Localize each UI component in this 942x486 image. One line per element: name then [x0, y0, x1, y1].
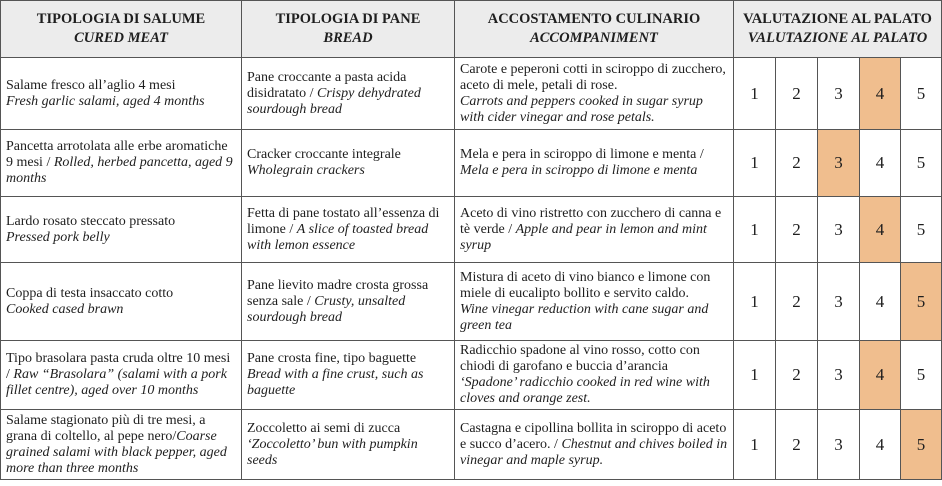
cured-meat-cell-it: Pancetta arrotolata alle erbe aromatiche 9 mesi /: [6, 139, 228, 170]
accompaniment-cell: [455, 410, 734, 480]
bread-cell-it: Cracker croccante integrale: [247, 147, 401, 162]
rating-score-3: 3: [818, 263, 860, 341]
rating-score-1: 1: [734, 197, 776, 263]
bread-cell-en: ‘Zoccoletto’ bun with pumpkin seeds: [247, 436, 418, 468]
cured-meat-cell-en: Raw “Brasolara” (salami with a pork fillet centre), aged over 10 months: [6, 367, 227, 398]
cured-meat-cell-en: Rolled, herbed pancetta, aged 9 months: [6, 155, 233, 186]
rating-score-1: 1: [734, 341, 776, 410]
table-row: [1, 130, 942, 197]
accompaniment-cell-it: Carote e peperoni cotti in sciroppo di zucchero, aceto di mele, petali di rose.: [460, 61, 726, 93]
rating-score-1: 1: [734, 263, 776, 341]
bread-cell: [242, 130, 455, 197]
rating-score-3: 3: [818, 130, 860, 197]
rating-score-3: 3: [818, 197, 860, 263]
accompaniment-cell: [455, 58, 734, 130]
accompaniment-cell-it: Aceto di vino ristretto con zucchero di canna e tè verde /: [460, 205, 722, 237]
accompaniment-cell-it: Castagna e cipollina bollita in sciroppo di aceto e succo d’acero. /: [460, 420, 727, 452]
bread-cell: [242, 263, 455, 341]
header-row: [1, 1, 942, 58]
cured-meat-cell: [1, 263, 242, 341]
accompaniment-cell-en: Mela e pera in sciroppo di limone e menta: [460, 163, 698, 178]
rating-score-2: 2: [776, 58, 818, 130]
bread-cell: [242, 341, 455, 410]
rating-score-4: 4: [860, 341, 901, 410]
bread-cell-en: Wholegrain crackers: [247, 163, 365, 178]
header-cured-meat: TIPOLOGIA DI SALUME CURED MEAT: [1, 1, 242, 58]
bread-cell: [242, 410, 455, 480]
rating-score-4: 4: [860, 58, 901, 130]
rating-score-1: 1: [734, 410, 776, 480]
accompaniment-cell-it: Mela e pera in sciroppo di limone e menta /: [460, 147, 704, 162]
rating-score-5: 5: [901, 263, 942, 341]
accompaniment-cell-it: Mistura di aceto di vino bianco e limone con miele di eucalipto bollito e servito caldo.: [460, 269, 711, 301]
table-row: [1, 263, 942, 341]
rating-score-3: 3: [818, 410, 860, 480]
table-row: [1, 58, 942, 130]
table-row: [1, 410, 942, 480]
rating-score-3: 3: [818, 58, 860, 130]
cured-meat-cell: [1, 58, 242, 130]
rating-score-3: 3: [818, 341, 860, 410]
rating-score-1: 1: [734, 58, 776, 130]
rating-score-5: 5: [901, 197, 942, 263]
header-bread: TIPOLOGIA DI PANE BREAD: [242, 1, 455, 58]
accompaniment-cell: [455, 130, 734, 197]
cured-meat-cell-en: Pressed pork belly: [6, 229, 110, 245]
accompaniment-cell: [455, 197, 734, 263]
accompaniment-cell: [455, 263, 734, 341]
bread-cell-it: Pane crosta fine, tipo baguette: [247, 351, 417, 366]
bread-cell-en: Crusty, unsalted sourdough bread: [247, 293, 406, 325]
bread-cell-it: Zoccoletto ai semi di zucca: [247, 420, 401, 436]
rating-score-1: 1: [734, 130, 776, 197]
cured-meat-cell-en: Fresh garlic salami, aged 4 months: [6, 93, 205, 109]
cured-meat-cell-it: Salame fresco all’aglio 4 mesi: [6, 77, 176, 93]
rating-score-4: 4: [860, 263, 901, 341]
rating-score-5: 5: [901, 410, 942, 480]
bread-cell: [242, 197, 455, 263]
rating-score-2: 2: [776, 130, 818, 197]
rating-score-2: 2: [776, 197, 818, 263]
accompaniment-cell-en: Chestnut and chives boiled in vinegar and maple syrup.: [460, 436, 728, 468]
bread-cell-it: Fetta di pane tostato all’essenza di limone /: [247, 205, 440, 237]
rating-score-4: 4: [860, 197, 901, 263]
table-body: [1, 58, 942, 480]
rating-score-5: 5: [901, 341, 942, 410]
rating-score-5: 5: [901, 130, 942, 197]
rating-score-4: 4: [860, 410, 901, 480]
accompaniment-cell-en: Apple and pear in lemon and mint syrup: [460, 221, 707, 253]
cured-meat-cell: [1, 410, 242, 480]
bread-cell-it: Pane croccante a pasta acida disidratato /: [247, 69, 407, 101]
bread-cell-it: Pane lievito madre crosta grossa senza sale /: [247, 277, 429, 309]
cured-meat-cell: [1, 341, 242, 410]
bread-cell: [242, 58, 455, 130]
accompaniment-cell: [455, 341, 734, 410]
header-rating: VALUTAZIONE AL PALATO VALUTAZIONE AL PALATO: [734, 1, 942, 58]
rating-score-5: 5: [901, 58, 942, 130]
cured-meat-cell: [1, 197, 242, 263]
accompaniment-cell-en: Carrots and peppers cooked in sugar syrup with cider vinegar and rose petals.: [460, 93, 703, 125]
cured-meat-cell: [1, 130, 242, 197]
cured-meat-cell-en: Coarse grained salami with black pepper, aged more than three months: [6, 428, 227, 476]
rating-score-4: 4: [860, 130, 901, 197]
accompaniment-cell-en: ‘Spadone’ radicchio cooked in red wine with cloves and orange zest.: [460, 375, 710, 406]
accompaniment-cell-en: Wine vinegar reduction with cane sugar and green tea: [460, 301, 709, 333]
rating-score-2: 2: [776, 263, 818, 341]
accompaniment-cell-it: Radicchio spadone al vino rosso, cotto con chiodi di garofano e buccia d’arancia: [460, 343, 700, 374]
header-accompaniment: ACCOSTAMENTO CULINARIO ACCOMPANIMENT: [455, 1, 734, 58]
table-row: [1, 341, 942, 410]
rating-score-2: 2: [776, 341, 818, 410]
bread-cell-en: A slice of toasted bread with lemon essence: [247, 221, 429, 253]
cured-meat-cell-en: Cooked cased brawn: [6, 301, 124, 317]
table-row: [1, 197, 942, 263]
bread-cell-en: Crispy dehydrated sourdough bread: [247, 85, 421, 117]
bread-cell-en: Bread with a fine crust, such as baguette: [247, 367, 424, 398]
cured-meat-cell-it: Tipo brasolara pasta cruda oltre 10 mesi /: [6, 351, 231, 382]
cured-meat-cell-it: Salame stagionato più di tre mesi, a grana di coltello, al pepe nero/: [6, 412, 206, 444]
cured-meat-cell-it: Coppa di testa insaccato cotto: [6, 285, 174, 301]
rating-score-2: 2: [776, 410, 818, 480]
cured-meat-cell-it: Lardo rosato steccato pressato: [6, 213, 176, 229]
